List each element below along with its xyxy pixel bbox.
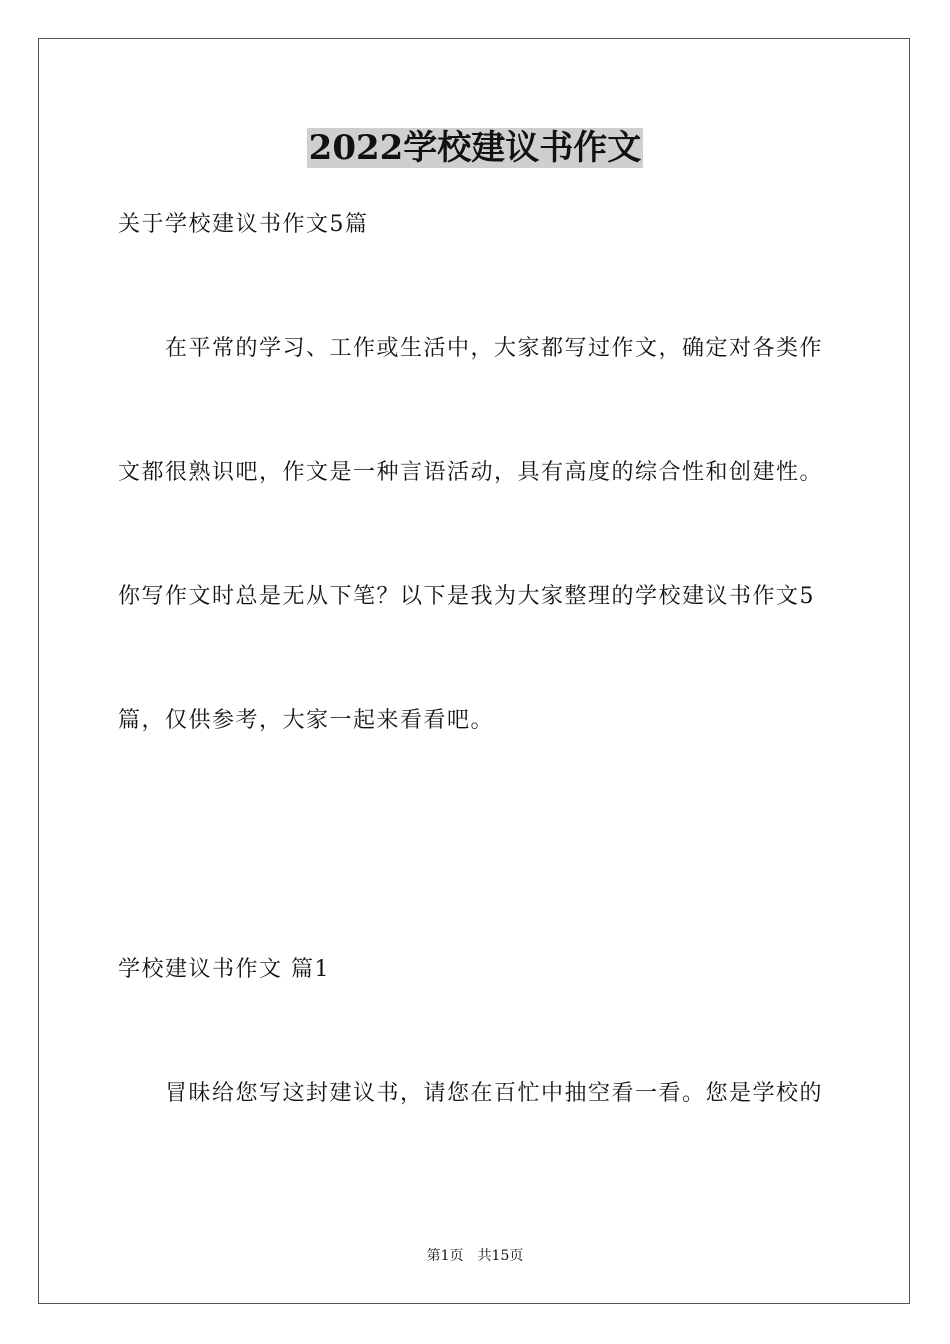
document-subtitle: 关于学校建议书作文5篇: [118, 212, 369, 237]
intro-line-2: 文都很熟识吧，作文是一种言语活动，具有高度的综合性和创建性。: [118, 460, 824, 485]
intro-line-1: 在平常的学习、工作或生活中，大家都写过作文，确定对各类作: [165, 336, 824, 361]
section-heading: 学校建议书作文 篇1: [118, 957, 330, 982]
page-total: 共15页: [477, 1248, 524, 1264]
intro-line-4: 篇，仅供参考，大家一起来看看吧。: [118, 708, 495, 733]
page-number: 第1页: [426, 1248, 464, 1264]
title-text: 2022学校建议书作文: [308, 128, 642, 168]
section-line-1: 冒昧给您写这封建议书，请您在百忙中抽空看一看。您是学校的: [165, 1081, 824, 1106]
intro-line-3: 你写作文时总是无从下笔？以下是我为大家整理的学校建议书作文5: [118, 584, 815, 609]
document-title: [0, 126, 950, 170]
page-footer: [0, 1246, 950, 1266]
